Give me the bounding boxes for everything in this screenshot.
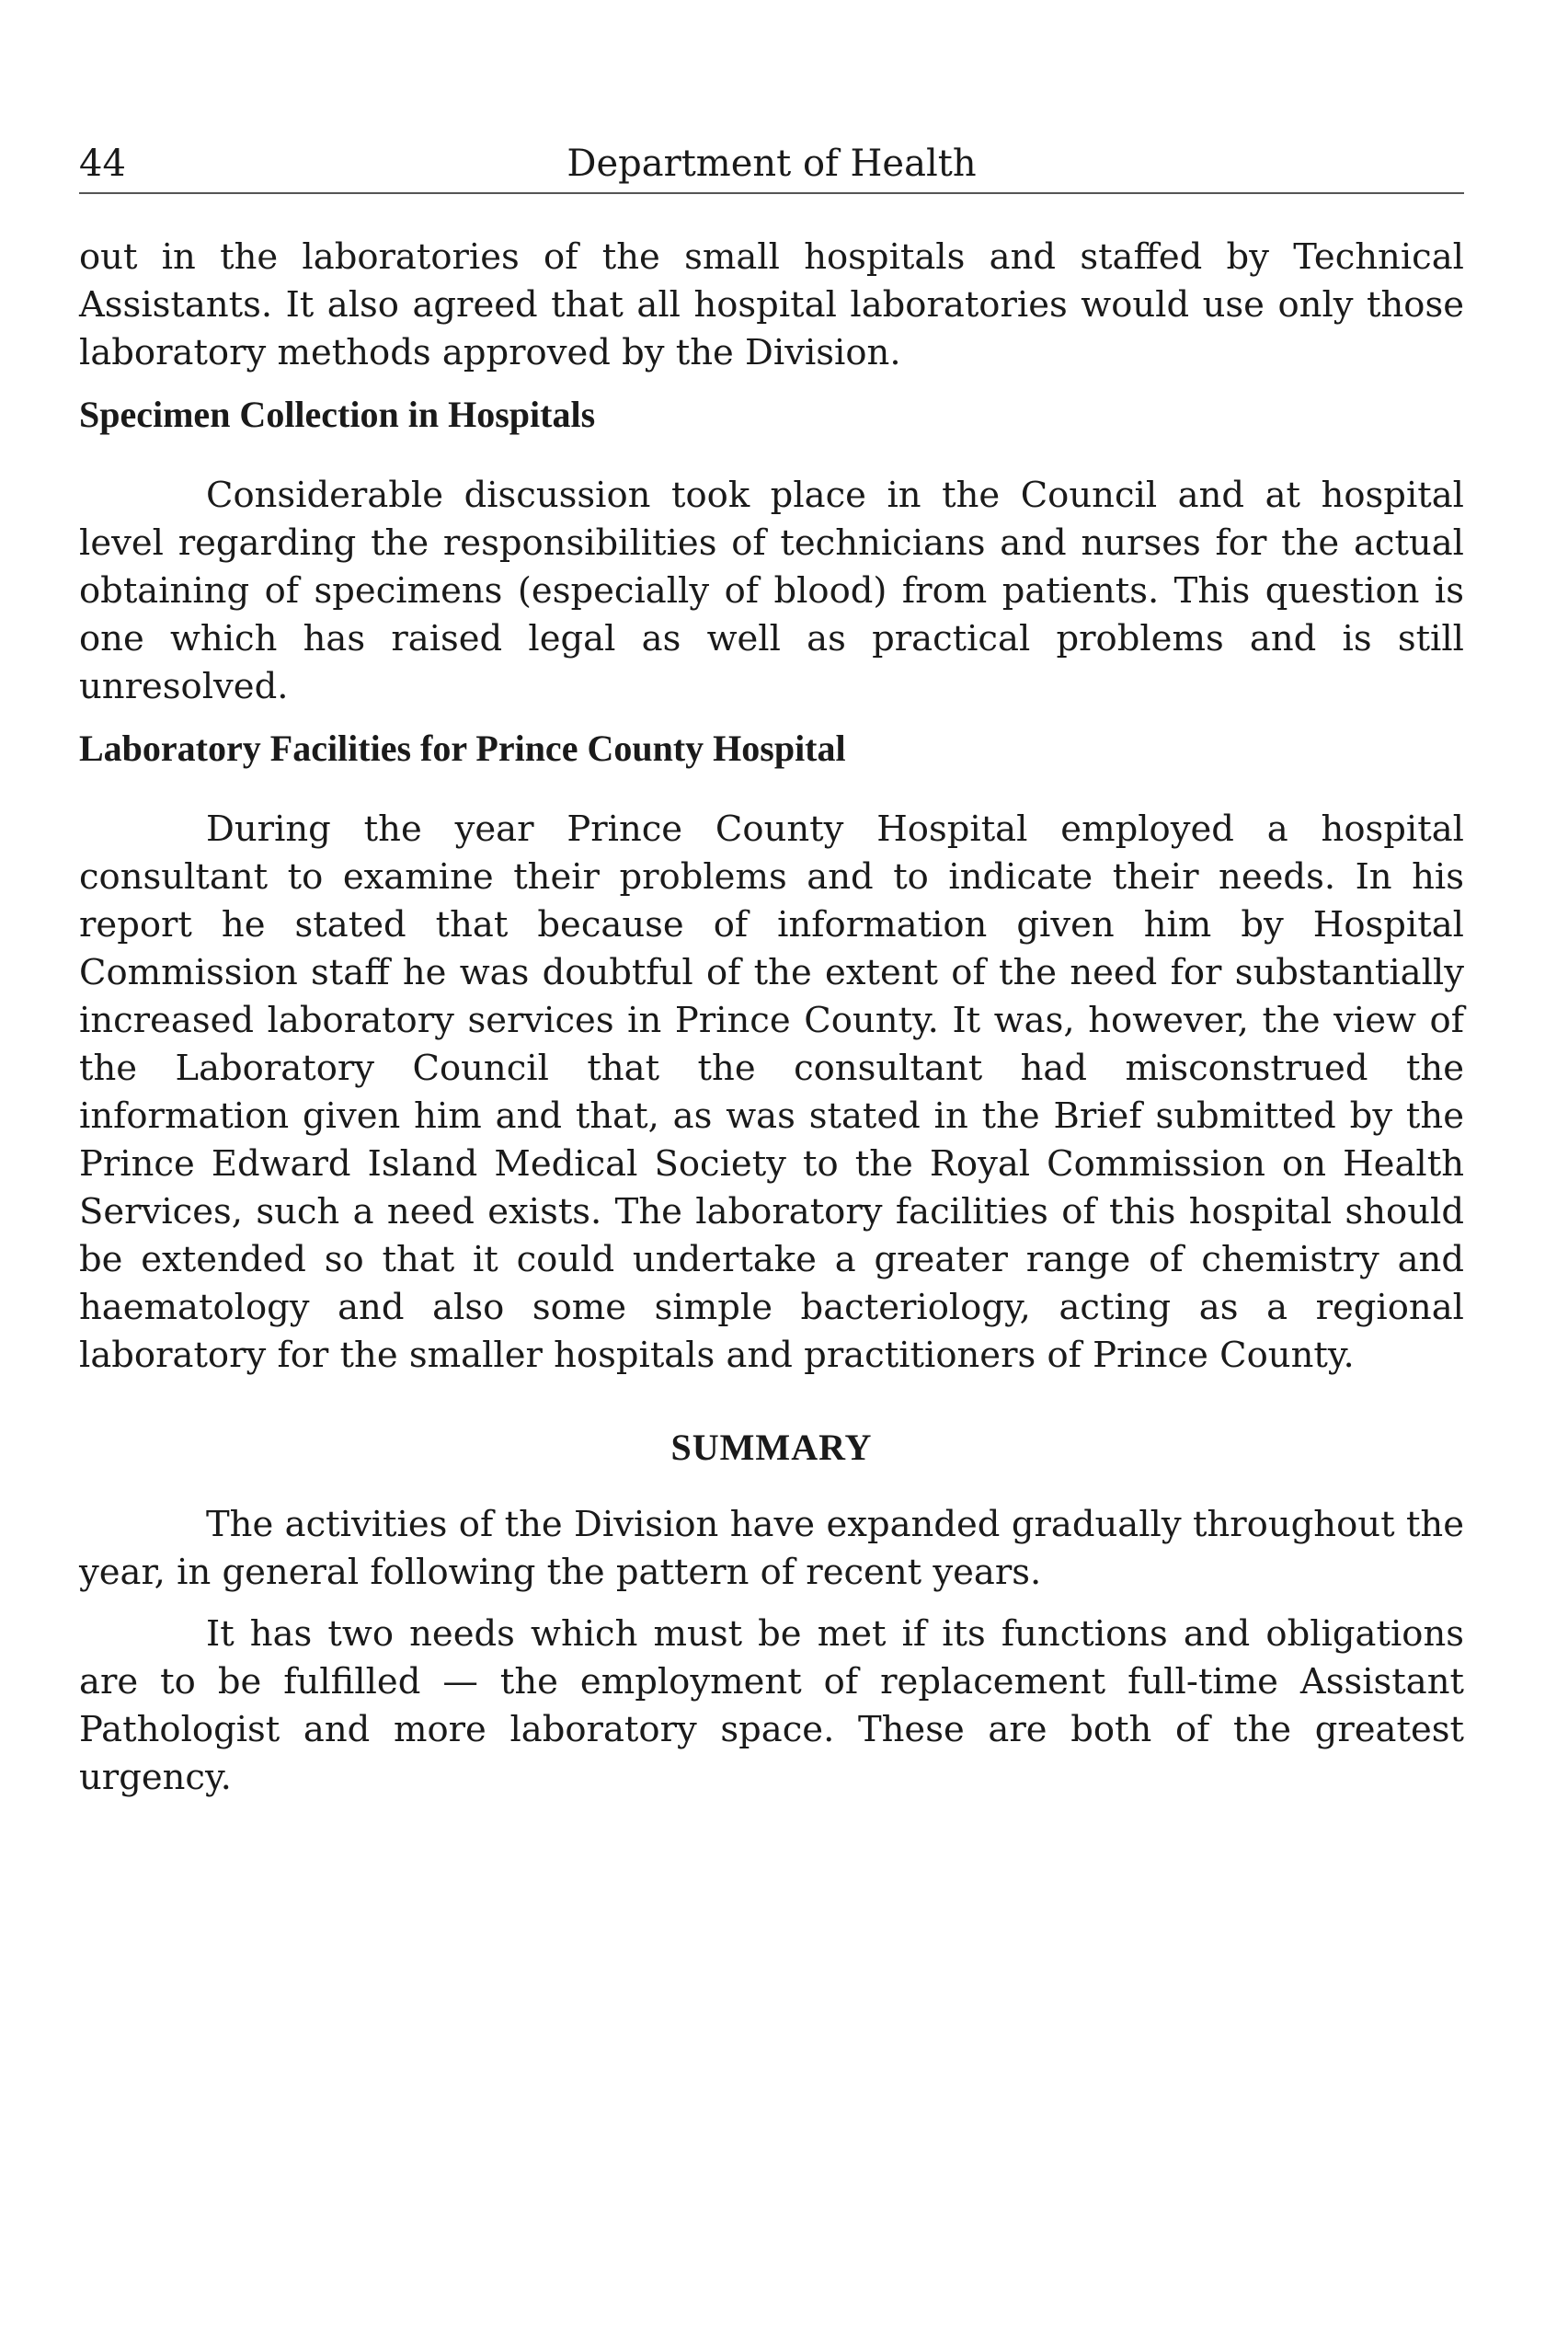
header-rule <box>79 192 1464 194</box>
summary-paragraph-1: The activities of the Division have expanded gradually throughout the year, in general following the pattern of recent years. <box>79 1504 1464 1593</box>
document-page <box>79 0 1464 1816</box>
running-header <box>79 0 1464 195</box>
section-heading-laboratory-facilities: Laboratory Facilities for Prince County Hospital <box>79 728 846 769</box>
specimen-collection-paragraph: Considerable discussion took place in the Council and at hospital level regarding the responsibilities of technicians and nurses for the actual obtaining of specimens (especially of blood) from patients. This question is one which has raised legal as well as practical problems and is still unresolved. <box>79 475 1464 707</box>
running-title: Department of Health <box>567 143 977 185</box>
intro-paragraph: out in the laboratories of the small hospitals and staffed by Technical Assistants. It also agreed that all hospital laboratories would use only those laboratory methods approved by the Division. <box>79 236 1464 373</box>
section-heading-specimen-collection: Specimen Collection in Hospitals <box>79 394 596 435</box>
summary-heading: SUMMARY <box>670 1427 873 1468</box>
laboratory-facilities-paragraph: During the year Prince County Hospital employed a hospital consultant to examine their problems and to indicate their needs. In his report he stated that because of information given him by Hospital Commission staff he was doubtful of the extent of the need for substantially increased laboratory services in Prince County. It was, however, the view of the Laboratory Council that the consultant had misconstrued the information given him and that, as was stated in the Brief submitted by the Prince Edward Island Medical Society to the Royal Commission on Health Services, such a need exists. The laboratory facilities of this hospital should be extended so that it could undertake a greater range of chemistry and haematology and also some simple bacteriology, acting as a regional laboratory for the smaller hospitals and practitioners of Prince County. <box>79 808 1464 1376</box>
page-number: 44 <box>79 143 126 185</box>
summary-paragraph-2: It has two needs which must be met if its functions and obligations are to be fulfilled — the employment of replacement full-time Assistant Pathologist and more laboratory space. These are both of the greatest urgency. <box>79 1613 1464 1798</box>
